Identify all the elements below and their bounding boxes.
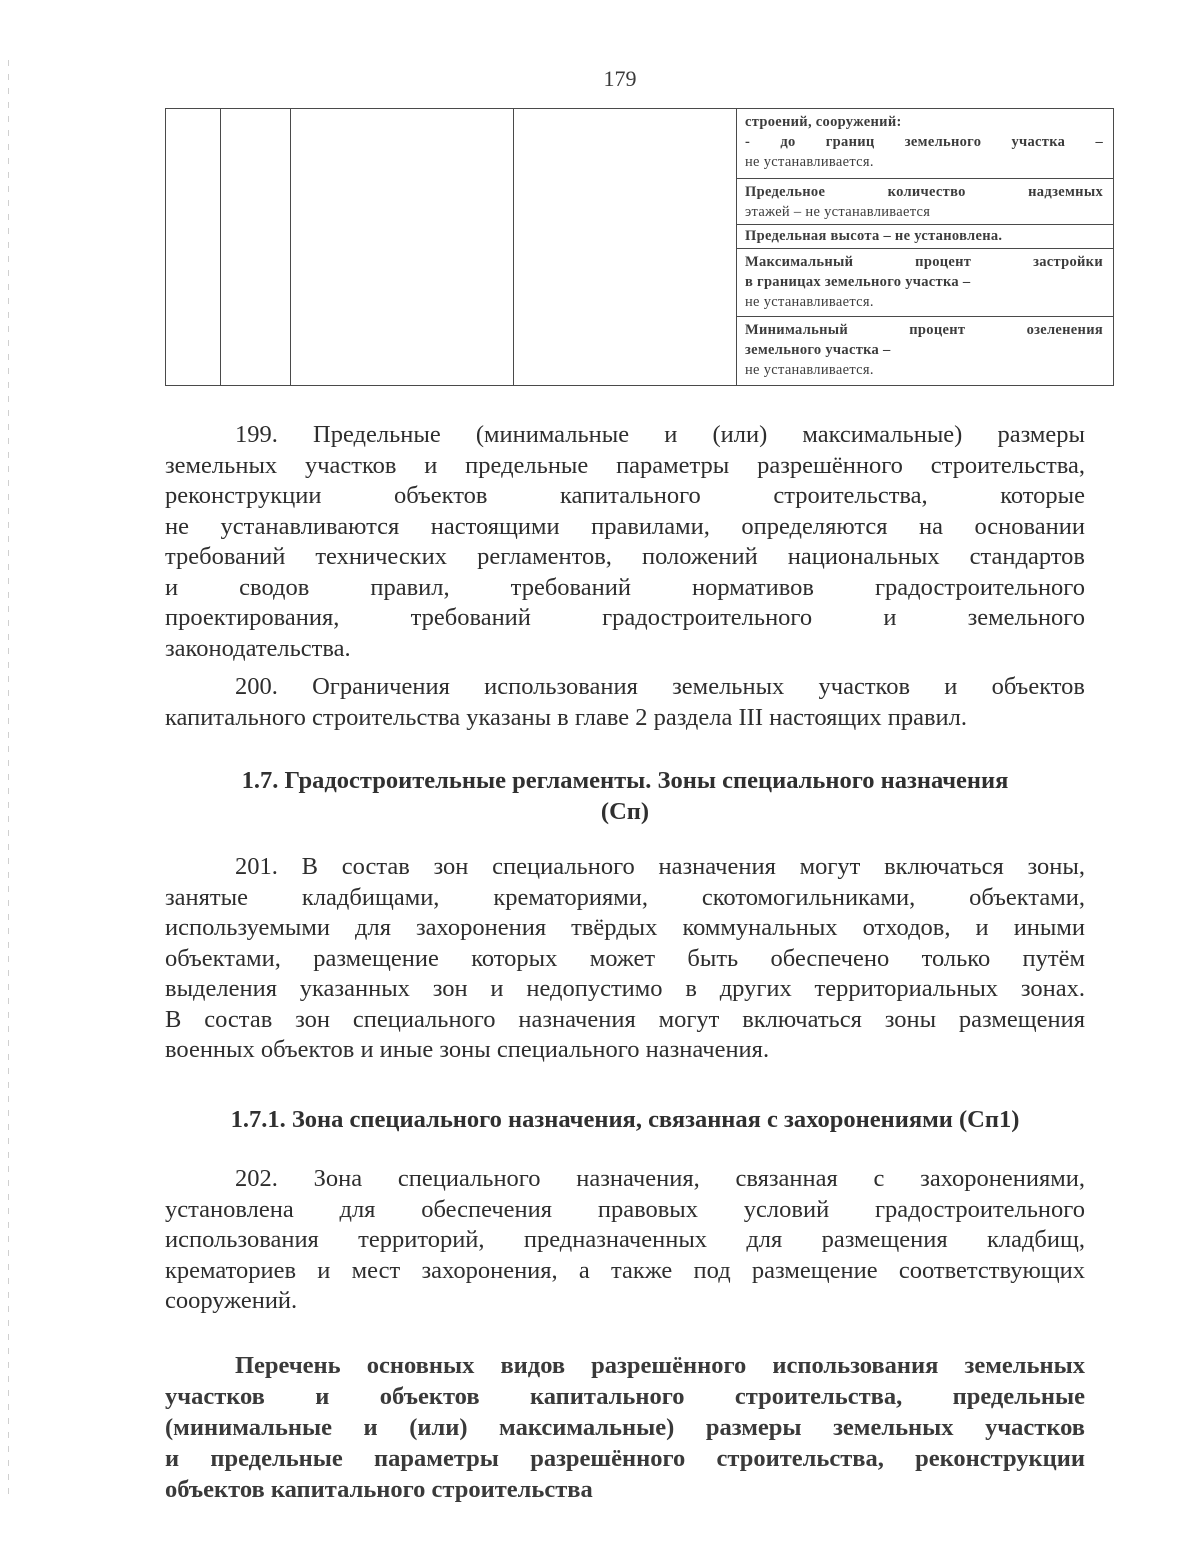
param-line: - до границ земельного участка –: [745, 134, 1103, 150]
text-line: реконструкции объектов капитального строительства, которые: [165, 482, 1085, 509]
param-line: Предельное количество надземных: [745, 184, 1103, 200]
text-line: 201. В состав зон специального назначения могут включаться зоны,: [235, 853, 1085, 880]
paragraph-201: [165, 852, 1085, 1066]
heading-1-7-1: 1.7.1. Зона специального назначения, связанная с захоронениями (Сп1): [230, 1106, 1020, 1133]
text-line: занятые кладбищами, крематориями, скотомогильниками, объектами,: [165, 883, 1085, 911]
text-line: военных объектов и иные зоны специального назначения.: [165, 1036, 770, 1063]
param-line: не устанавливается.: [745, 362, 874, 378]
text-line: законодательства.: [165, 634, 351, 662]
text-line: капитального строительства указаны в главе 2 раздела III настоящих правил.: [165, 703, 968, 731]
paragraph-200: [165, 672, 1085, 733]
heading-1-7: [165, 765, 1085, 827]
param-floors: [737, 179, 1113, 225]
param-line: не устанавливается.: [745, 154, 874, 170]
text-line: сооружений.: [165, 1287, 298, 1314]
param-line: Минимальный процент озеленения: [745, 322, 1103, 338]
permitted-uses-list-title: [165, 1350, 1085, 1505]
heading-line: (Сп): [600, 798, 650, 825]
page-number: 179: [603, 66, 637, 91]
param-line: Предельная высота – не установлена.: [745, 228, 1003, 244]
paragraph-202: [165, 1164, 1085, 1317]
text-line: использования территорий, предназначенных для размещения кладбищ,: [165, 1226, 1085, 1253]
text-line: В состав зон специального назначения могут включаться зоны размещения: [165, 1005, 1085, 1033]
regulations-table-fragment: [165, 108, 1114, 386]
table-cell-empty: [166, 109, 221, 386]
param-line: этажей – не устанавливается: [745, 204, 931, 220]
title-line: Перечень основных видов разрешённого использования земельных: [235, 1352, 1085, 1379]
text-line: объектами, размещение которых может быть обеспечено только путём: [165, 944, 1085, 972]
title-line: и предельные параметры разрешённого строительства, реконструкции: [165, 1445, 1085, 1472]
text-line: 200. Ограничения использования земельных участков и объектов: [235, 673, 1085, 700]
scan-edge: [8, 60, 9, 1500]
text-line: выделения указанных зон и недопустимо в других территориальных зонах.: [165, 975, 1085, 1002]
param-line: земельного участка –: [745, 342, 891, 358]
param-line: Максимальный процент застройки: [745, 254, 1103, 270]
table-cell-empty: [514, 109, 737, 386]
param-max-coverage: [737, 249, 1113, 317]
text-line: земельных участков и предельные параметры разрешённого строительства,: [165, 451, 1085, 479]
table-cell-params: [737, 109, 1114, 386]
text-line: и сводов правил, требований нормативов градостроительного: [165, 573, 1085, 601]
table-cell-empty: [291, 109, 514, 386]
param-line: в границах земельного участка –: [745, 274, 971, 290]
text-line: 202. Зона специального назначения, связанная с захоронениями,: [235, 1165, 1085, 1192]
heading-line: 1.7. Градостроительные регламенты. Зоны специального назначения: [241, 767, 1009, 794]
text-line: крематориев и мест захоронения, а также под размещение соответствующих: [165, 1256, 1085, 1284]
text-line: не устанавливаются настоящими правилами, определяются на основании: [165, 512, 1085, 540]
table-cell-empty: [221, 109, 291, 386]
text-line: 199. Предельные (минимальные и (или) максимальные) размеры: [235, 421, 1085, 448]
title-line: участков и объектов капитального строительства, предельные: [165, 1383, 1085, 1410]
title-line: (минимальные и (или) максимальные) размеры земельных участков: [165, 1414, 1085, 1441]
param-line: строений, сооружений:: [745, 114, 902, 130]
text-line: проектирования, требований градостроительного и земельного: [165, 604, 1085, 631]
param-line: не устанавливается.: [745, 294, 874, 310]
title-line: объектов капитального строительства: [165, 1476, 593, 1503]
text-line: используемыми для захоронения твёрдых коммунальных отходов, и иными: [165, 914, 1085, 941]
text-line: требований технических регламентов, положений национальных стандартов: [165, 543, 1085, 570]
paragraph-199: [165, 420, 1085, 664]
param-height: [737, 225, 1113, 249]
param-min-greening: [737, 317, 1113, 385]
text-line: установлена для обеспечения правовых условий градостроительного: [165, 1195, 1085, 1223]
param-setbacks: [737, 109, 1113, 179]
